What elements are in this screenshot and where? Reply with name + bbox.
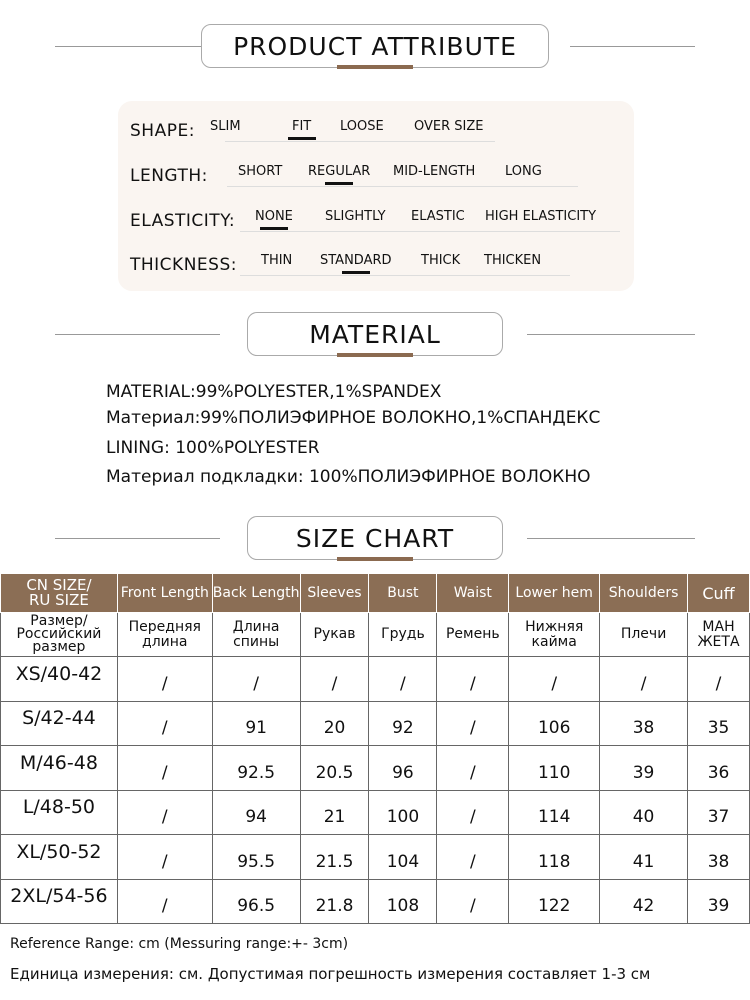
measurement-cell: / (117, 879, 212, 924)
table-row (1, 790, 750, 835)
size-cell: M/46-48 (1, 746, 118, 791)
measurement-cell: 122 (509, 879, 600, 924)
measurement-cell: 36 (688, 746, 750, 791)
column-header: Lower hem (509, 574, 600, 613)
column-header-ru: Грудь (369, 613, 437, 657)
measurement-cell: 108 (369, 879, 437, 924)
size-cell: L/48-50 (1, 790, 118, 835)
attribute-option: FIT (292, 119, 312, 134)
column-header-ru: Длина спины (212, 613, 300, 657)
measurement-cell: 92 (369, 701, 437, 746)
attribute-option: SLIGHTLY (325, 209, 386, 224)
column-header: Back Length (212, 574, 300, 613)
measurement-cell: 91 (212, 701, 300, 746)
measurement-cell: 20.5 (300, 746, 369, 791)
attribute-row (130, 115, 630, 145)
measurement-cell: 21.5 (300, 835, 369, 880)
column-header: Sleeves (300, 574, 369, 613)
header-row-en (1, 574, 750, 613)
measurement-cell: 39 (600, 746, 688, 791)
attribute-option: ELASTIC (411, 209, 465, 224)
measurement-cell: / (300, 657, 369, 702)
attribute-label: LENGTH: (130, 166, 208, 186)
attribute-option: OVER SIZE (414, 119, 484, 134)
measurement-cell: 21.8 (300, 879, 369, 924)
measurement-cell: / (117, 701, 212, 746)
table-row (1, 657, 750, 702)
measurement-cell: 110 (509, 746, 600, 791)
material-en: MATERIAL:99%POLYESTER,1%SPANDEX (106, 382, 442, 402)
lining-ru: Материал подкладки: 100%ПОЛИЭФИРНОЕ ВОЛОКНО (106, 467, 591, 487)
measurement-cell: 40 (600, 790, 688, 835)
measurement-cell: / (509, 657, 600, 702)
measurement-cell: 20 (300, 701, 369, 746)
table-row (1, 746, 750, 791)
attribute-option: REGULAR (308, 164, 371, 179)
attribute-label: THICKNESS: (130, 255, 237, 275)
attribute-option: LOOSE (340, 119, 384, 134)
column-header-ru: Размер/ Российский размер (1, 613, 118, 657)
measurement-cell: 118 (509, 835, 600, 880)
measurement-cell: 38 (688, 835, 750, 880)
column-header-ru: МАН ЖЕТА (688, 613, 750, 657)
column-header: Waist (437, 574, 509, 613)
table-row (1, 879, 750, 924)
size-chart-table (0, 573, 750, 924)
column-header-ru: Нижняя кайма (509, 613, 600, 657)
attribute-option: NONE (255, 209, 293, 224)
attribute-label: SHAPE: (130, 121, 195, 141)
measurement-cell: 41 (600, 835, 688, 880)
measurement-cell: 100 (369, 790, 437, 835)
section-title: PRODUCT ATTRIBUTE (201, 24, 549, 68)
column-header: Front Length (117, 574, 212, 613)
measurement-cell: / (688, 657, 750, 702)
lining-en: LINING: 100%POLYESTER (106, 438, 320, 458)
measurement-cell: / (212, 657, 300, 702)
size-cell: XS/40-42 (1, 657, 118, 702)
column-header: CN SIZE/ RU SIZE (1, 574, 118, 613)
measurement-cell: 39 (688, 879, 750, 924)
column-header-ru: Рукав (300, 613, 369, 657)
section-title: SIZE CHART (247, 516, 503, 560)
measurement-cell: / (437, 790, 509, 835)
attribute-option: MID-LENGTH (393, 164, 476, 179)
measurement-cell: / (117, 835, 212, 880)
measurement-cell: / (437, 835, 509, 880)
attribute-label: ELASTICITY: (130, 211, 236, 231)
column-header: Bust (369, 574, 437, 613)
section-header-material (0, 312, 750, 362)
measurement-cell: 94 (212, 790, 300, 835)
section-header-attribute (0, 24, 750, 74)
measurement-cell: / (117, 657, 212, 702)
measurement-cell: / (600, 657, 688, 702)
measurement-cell: / (369, 657, 437, 702)
attribute-option: SHORT (238, 164, 283, 179)
section-title: MATERIAL (247, 312, 503, 356)
table-row (1, 701, 750, 746)
measurement-cell: 106 (509, 701, 600, 746)
measurement-cell: 42 (600, 879, 688, 924)
measurement-cell: / (437, 746, 509, 791)
measurement-cell: 35 (688, 701, 750, 746)
measurement-cell: 114 (509, 790, 600, 835)
table-row (1, 835, 750, 880)
column-header-ru: Передняя длина (117, 613, 212, 657)
reference-range-en: Reference Range: cm (Messuring range:+- 3cm) (10, 936, 349, 952)
size-cell: 2XL/54-56 (1, 879, 118, 924)
column-header-ru: Плечи (600, 613, 688, 657)
column-header: Shoulders (600, 574, 688, 613)
measurement-cell: 38 (600, 701, 688, 746)
measurement-cell: / (117, 746, 212, 791)
material-ru: Материал:99%ПОЛИЭФИРНОЕ ВОЛОКНО,1%СПАНДЕКС (106, 408, 601, 428)
measurement-cell: 96 (369, 746, 437, 791)
measurement-cell: 96.5 (212, 879, 300, 924)
attribute-row (130, 205, 630, 235)
attribute-option: STANDARD (320, 253, 392, 268)
measurement-cell: / (437, 701, 509, 746)
attribute-option: SLIM (210, 119, 241, 134)
attribute-row (130, 160, 630, 190)
attribute-option: THIN (261, 253, 293, 268)
size-cell: S/42-44 (1, 701, 118, 746)
attribute-option: HIGH ELASTICITY (485, 209, 597, 224)
measurement-cell: 37 (688, 790, 750, 835)
measurement-cell: 104 (369, 835, 437, 880)
attribute-option: LONG (505, 164, 542, 179)
column-header: Cuff (688, 574, 750, 613)
attribute-option: THICK (421, 253, 461, 268)
measurement-cell: / (437, 879, 509, 924)
size-cell: XL/50-52 (1, 835, 118, 880)
measurement-cell: / (437, 657, 509, 702)
measurement-cell: / (117, 790, 212, 835)
attribute-row (130, 249, 630, 279)
measurement-cell: 95.5 (212, 835, 300, 880)
attribute-option: THICKEN (484, 253, 542, 268)
measurement-cell: 92.5 (212, 746, 300, 791)
product-attributes-panel (118, 101, 634, 291)
measurement-cell: 21 (300, 790, 369, 835)
header-row-ru (1, 613, 750, 657)
reference-range-ru: Единица измерения: см. Допустимая погрешность измерения составляет 1-3 см (10, 965, 651, 983)
column-header-ru: Ремень (437, 613, 509, 657)
section-header-size-chart (0, 516, 750, 566)
